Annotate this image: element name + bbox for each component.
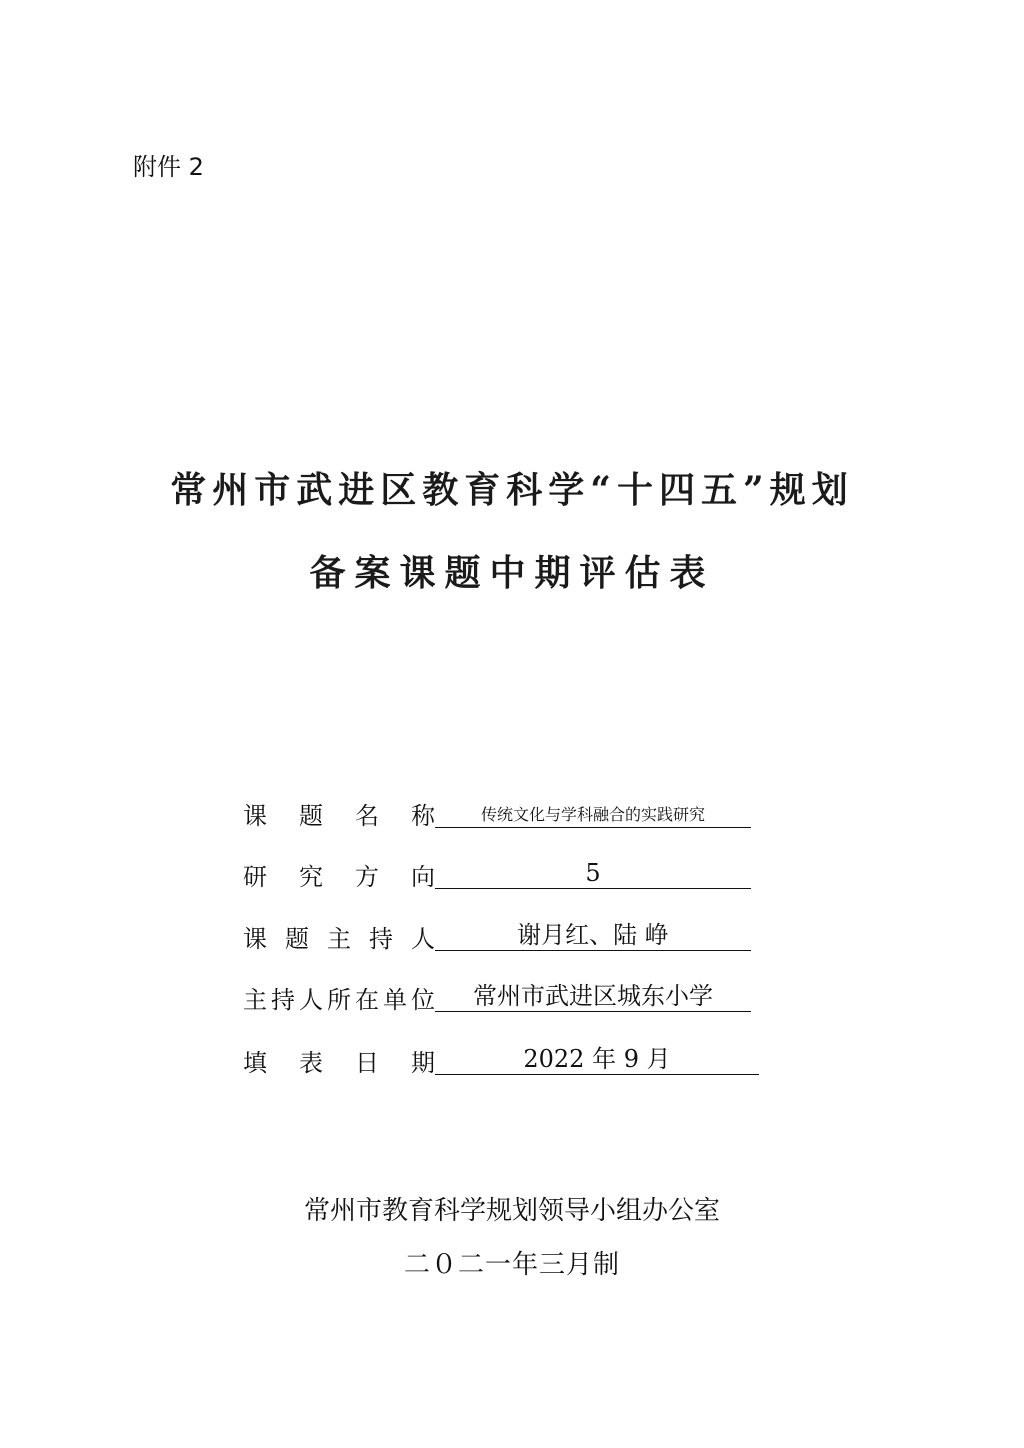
field-value-topic-host: 谢月红、陆 峥	[517, 921, 669, 949]
field-value-fill-date: 2022 年 9 月	[523, 1045, 671, 1073]
issuing-office: 常州市教育科学规划领导小组办公室	[303, 1196, 720, 1226]
field-label-char: 在	[355, 986, 379, 1014]
field-label-char: 期	[411, 1049, 435, 1077]
field-label-char: 主	[243, 986, 267, 1014]
field-label-char: 方	[355, 863, 379, 891]
field-label-char: 所	[327, 986, 351, 1014]
field-label-char: 人	[411, 925, 435, 953]
field-label-char: 持	[271, 986, 295, 1014]
field-topic-name	[243, 788, 751, 828]
field-label-char: 课	[243, 802, 267, 830]
field-line-fill-date	[435, 1044, 759, 1075]
document-title-line-1: 常州市武进区教育科学“十四五”规划	[170, 469, 854, 511]
field-label-char: 表	[299, 1049, 323, 1077]
field-research-direction	[243, 849, 751, 889]
field-label-topic-host	[243, 927, 435, 951]
field-value-host-unit: 常州市武进区城东小学	[473, 982, 713, 1010]
field-line-topic-name	[435, 797, 751, 828]
field-label-host-unit	[243, 988, 435, 1012]
field-label-char: 单	[383, 986, 407, 1014]
field-label-char: 题	[285, 925, 309, 953]
field-label-research-direction	[243, 865, 435, 889]
field-line-host-unit	[435, 981, 751, 1012]
field-label-char: 填	[243, 1049, 267, 1077]
field-label-char: 主	[327, 925, 351, 953]
form-fields	[243, 0, 783, 1448]
field-line-topic-host	[435, 920, 751, 951]
field-label-char: 研	[243, 863, 267, 891]
field-topic-host	[243, 911, 751, 951]
field-label-char: 日	[355, 1049, 379, 1077]
attachment-label: 附件 2	[133, 153, 204, 181]
field-label-char: 持	[369, 925, 393, 953]
field-label-char: 名	[355, 802, 379, 830]
field-label-char: 究	[299, 863, 323, 891]
field-label-char: 位	[411, 986, 435, 1014]
field-label-char: 课	[243, 925, 267, 953]
field-host-unit	[243, 972, 751, 1012]
field-label-char: 称	[411, 802, 435, 830]
field-value-research-direction: 5	[585, 859, 601, 887]
field-line-research-direction	[435, 858, 751, 889]
issue-date: 二０二一年三月制	[403, 1250, 620, 1280]
field-fill-date	[243, 1035, 759, 1075]
field-value-topic-name: 传统文化与学科融合的实践研究	[480, 805, 705, 824]
field-label-fill-date	[243, 1051, 435, 1075]
document-title-line-2: 备案课题中期评估表	[309, 552, 715, 594]
field-label-topic-name	[243, 804, 435, 828]
field-label-char: 题	[299, 802, 323, 830]
field-label-char: 向	[411, 863, 435, 891]
field-label-char: 人	[299, 986, 323, 1014]
